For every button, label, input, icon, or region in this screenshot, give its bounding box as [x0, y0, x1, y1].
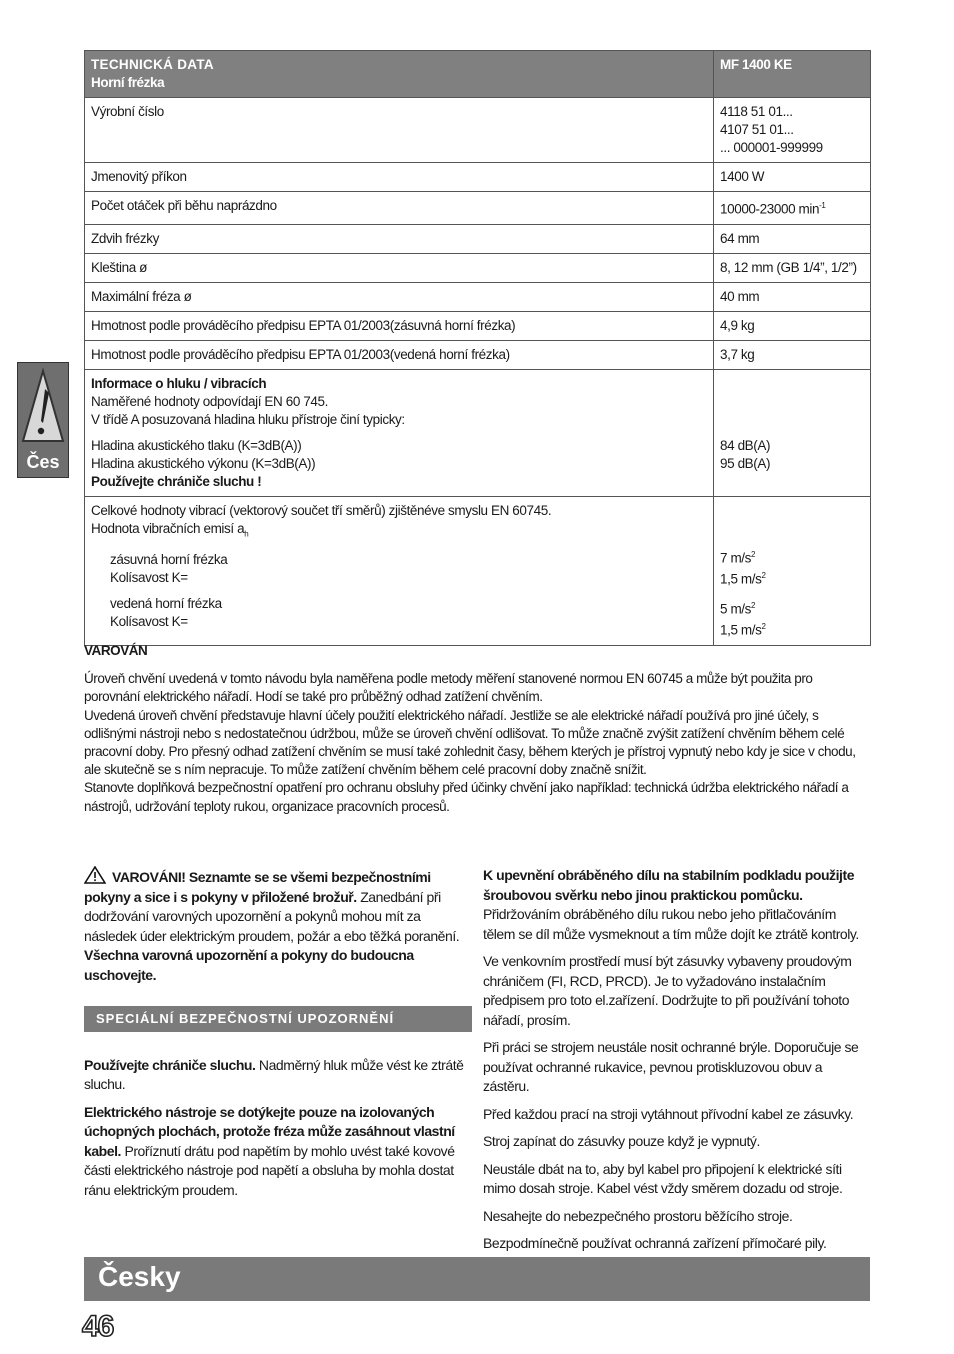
- row-label: Výrobní číslo: [85, 98, 714, 163]
- row-value: 1400 W: [714, 163, 871, 192]
- row-label: Jmenovitý příkon: [85, 163, 714, 192]
- safety-paragraph: Ve venkovním prostředí musí být zásuvky vybaveny proudovým chráničem (FI, RCD, PRCD). Je to vyžadováno instalačním předpisem pro toto el.zařízení. Dodržujte to při používání tohoto nářadí, prosím.: [483, 953, 852, 1028]
- section-heading: SPECIÁLNÍ BEZPEČNOSTNÍ UPOZORNĚNÍ: [84, 1006, 472, 1032]
- header-subtitle: Horní frézka: [91, 75, 165, 90]
- row-value: [714, 98, 871, 163]
- speed-value: 10000-23000 min: [720, 201, 820, 217]
- plunge-k-label: Kolísavost K=: [110, 570, 188, 586]
- warning-bold-2: Všechna varovná upozornění a pokyny do budoucna uschovejte.: [84, 947, 414, 983]
- guided-k-label: Kolísavost K=: [110, 614, 188, 630]
- guided-label: vedená horní frézka: [110, 596, 222, 612]
- table-row: [85, 253, 871, 282]
- technical-data-table: [84, 50, 871, 646]
- row-label: Zdvih frézky: [85, 224, 714, 253]
- power-value: 95 dB(A): [720, 455, 771, 471]
- serial-line: 4107 51 01...: [720, 122, 794, 137]
- unit-exp: 2: [761, 571, 766, 580]
- row-label: Maximální fréza ø: [85, 282, 714, 311]
- plunge-label: zásuvná horní frézka: [110, 552, 228, 568]
- warning-triangle-icon: [21, 367, 65, 445]
- paragraph-bold: Používejte chrániče sluchu.: [84, 1056, 256, 1073]
- warning-text: Zanedbání při dodržování varovných upozornění a pokynů mohou mít za následek úder elektrickým proudem, požár a ebo těžká poranění.: [84, 888, 460, 944]
- row-value: 4,9 kg: [714, 311, 871, 340]
- row-label: Kleština ø: [85, 253, 714, 282]
- safety-paragraph: Nesahejte do nebezpečného prostoru běžícího stroje.: [483, 1207, 793, 1224]
- plunge-value: 7 m/s: [720, 550, 752, 565]
- protection-note: Používejte chrániče sluchu !: [91, 473, 262, 489]
- paragraph-text: Proříznutí drátu pod napětím by mohlo uvést také kovové části elektrického nástroje pod napětí a obsluha by mohla dostat ránu elektrickým proudem.: [84, 1142, 455, 1198]
- table-row: [85, 282, 871, 311]
- header-model: MF 1400 KE: [714, 51, 871, 98]
- safety-paragraph: Stroj zapínat do zásuvky pouze když je vypnutý.: [483, 1133, 760, 1149]
- pressure-label: Hladina akustického tlaku (K=3dB(A)): [91, 437, 302, 453]
- page-number: 46: [82, 1310, 114, 1343]
- header-title-cell: [85, 51, 714, 98]
- row-value: [714, 192, 871, 225]
- row-label: Hmotnost podle prováděcího předpisu EPTA 01/2003(zásuvná horní frézka): [85, 311, 714, 340]
- footer-language: Česky: [98, 1261, 181, 1292]
- side-tab-label: Čes: [26, 452, 60, 472]
- serial-line: ... 000001-999999: [720, 140, 823, 155]
- unit-exp: 2: [751, 600, 756, 610]
- table-row: [85, 311, 871, 340]
- language-side-tab: [17, 362, 69, 478]
- noise-label-cell: [85, 369, 714, 496]
- language-footer-bar: [84, 1257, 870, 1301]
- vibration-line: Celkové hodnoty vibrací (vektorový součet tří směrů) zjištěnéve smyslu EN 60745.: [91, 502, 552, 518]
- table-row: [85, 192, 871, 225]
- safety-paragraph: Bezpodmínečně používat ochranná zařízení přímočaré pily.: [483, 1235, 827, 1251]
- vibration-sub: h: [244, 529, 249, 539]
- safety-paragraph: [483, 866, 871, 944]
- safety-paragraph: Při práci se strojem neustále nosit ochranné brýle. Doporučuje se používat ochranné rukavice, pevnou protiskluzovou obuv a zástěru.: [483, 1039, 859, 1094]
- paragraph-bold: Elektrického nástroje se dotýkejte pouze na izolovaných úchopných plochách, protože fréza může zasáhnout vlastní kabel.: [84, 1103, 455, 1159]
- safety-paragraph: [84, 1103, 472, 1201]
- serial-line: 4118 51 01...: [720, 104, 793, 119]
- safety-paragraph: [84, 1056, 472, 1095]
- vibration-label-cell: [85, 496, 714, 645]
- power-label: Hladina akustického výkonu (K=3dB(A)): [91, 455, 316, 471]
- warning-title: VAROVÁN: [84, 643, 148, 658]
- vibration-line: Hodnota vibračních emisí a: [91, 520, 245, 536]
- safety-paragraph: Před každou prací na stroji vytáhnout přívodní kabel ze zásuvky.: [483, 1105, 854, 1122]
- guided-k-value: 1,5 m/s: [720, 622, 762, 638]
- row-label: Hmotnost podle prováděcího předpisu EPTA 01/2003(vedená horní frézka): [85, 340, 714, 369]
- safety-paragraph: Neustále dbát na to, aby byl kabel pro připojení k elektrické síti mimo dosah stroje. Kabel vést vždy směrem dozadu od stroje.: [483, 1160, 843, 1196]
- right-column: [483, 866, 871, 1262]
- left-column: [84, 866, 472, 1208]
- speed-unit-exp: -1: [819, 201, 826, 210]
- paragraph-text: Nadměrný hluk může vést ke ztrátě sluchu.: [84, 1056, 464, 1092]
- pressure-value: 84 dB(A): [720, 437, 771, 453]
- unit-exp: 2: [761, 622, 766, 631]
- noise-line: Naměřené hodnoty odpovídají EN 60 745.: [91, 393, 328, 409]
- vibration-row: [85, 496, 871, 645]
- noise-row: [85, 369, 871, 496]
- header-title: TECHNICKÁ DATA: [91, 57, 214, 72]
- noise-value-cell: [714, 369, 871, 496]
- general-warning: [84, 866, 472, 985]
- warning-paragraph: Úroveň chvění uvedená v tomto návodu byla naměřena podle metody měření stanovené normou EN 60745 a může být použita pro porovnání elektrického nářadí. Hodí se také pro průběžný odhad zatížení chvěním.: [84, 671, 813, 705]
- plunge-k-value: 1,5 m/s: [720, 571, 762, 587]
- guided-value: 5 m/s: [720, 601, 752, 616]
- vibration-warning: [84, 642, 870, 816]
- warning-bold: VAROVÁNI! Seznamte se se všemi bezpečnostními pokyny a sice i s pokyny v přiložené brožuř.: [84, 869, 431, 905]
- paragraph-bold: K upevnění obráběného dílu na stabilním podkladu použijte šroubovou svěrku nebo jinou praktickou pomůcku.: [483, 867, 855, 903]
- row-value: 40 mm: [714, 282, 871, 311]
- row-value: 3,7 kg: [714, 340, 871, 369]
- warning-icon: [84, 866, 106, 884]
- paragraph-text: Přidržováním obráběného dílu rukou nebo jeho přitlačováním tělem se díl může vysmeknout a tím může dojít ke ztrátě kontroly.: [483, 906, 859, 942]
- warning-paragraph: Uvedená úroveň chvění představuje hlavní účely použití elektrického nářadí. Jestliže se ale elektrické nářadí používá pro jiné účely, s odlišnými nástroji nebo s nedostatečnou údržbou, může se úroveň chvění odlišovat. To může značně zvýšit zatížení chvěním během celé pracovní doby. Pro přesný odhad zatížení chvěním se musí také zohlednit časy, během kterých je přístroj vypnutý nebo kdy je sice v chodu, ale skutečně se s ním nepracuje. To může zatížení chvěním během celé pracovní doby značně snížit.: [84, 707, 856, 778]
- row-value: 8, 12 mm (GB 1/4”, 1/2”): [714, 253, 871, 282]
- table-row: [85, 163, 871, 192]
- table-header-row: [85, 51, 871, 98]
- unit-exp: 2: [751, 549, 756, 559]
- table-row: [85, 340, 871, 369]
- table-row: [85, 224, 871, 253]
- row-label: Počet otáček při běhu naprázdno: [85, 192, 714, 225]
- row-value: 64 mm: [714, 224, 871, 253]
- warning-paragraph: Stanovte doplňková bezpečnostní opatření pro ochranu obsluhy před účinky chvění jako například: technická údržba elektrického nářadí a nástrojů, udržování teploty rukou, organizace pracovních procesů.: [84, 780, 849, 814]
- vibration-value-cell: [714, 496, 871, 645]
- noise-line: V třídě A posuzovaná hladina hluku přístroje činí typicky:: [91, 411, 405, 427]
- table-row: [85, 98, 871, 163]
- noise-title: Informace o hluku / vibracích: [91, 375, 267, 391]
